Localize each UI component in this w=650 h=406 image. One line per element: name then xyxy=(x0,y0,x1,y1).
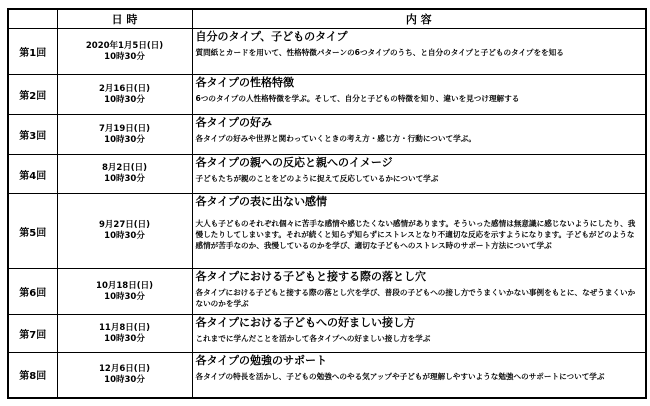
session-number: 第6回 xyxy=(8,269,57,315)
session-row xyxy=(8,115,646,155)
session-time: 10時30分 xyxy=(104,231,145,241)
session-datetime xyxy=(57,115,192,155)
session-number: 第4回 xyxy=(8,155,57,194)
session-number: 第3回 xyxy=(8,115,57,155)
session-number: 第2回 xyxy=(8,75,57,115)
session-datetime xyxy=(57,269,192,315)
session-description: 子どもたちが親のことをどのように捉えて反応しているかについて学ぶ xyxy=(195,174,439,183)
session-datetime xyxy=(57,75,192,115)
session-topic: 各タイプの好み xyxy=(195,116,272,129)
session-row xyxy=(8,155,646,194)
session-row xyxy=(8,75,646,115)
session-datetime xyxy=(57,155,192,194)
schedule-table-container xyxy=(7,8,645,399)
session-content xyxy=(192,269,646,315)
header-content: 内 容 xyxy=(192,9,646,29)
session-number: 第1回 xyxy=(8,29,57,75)
session-date: 11月8日(日) xyxy=(98,322,150,333)
session-date: 9月27日(日) xyxy=(98,220,150,230)
session-date: 2020年1月5日(日) xyxy=(85,40,164,51)
session-topic: 各タイプの表に出ない感情 xyxy=(195,195,327,208)
session-date: 8月2日(日) xyxy=(101,163,148,173)
session-row xyxy=(8,29,646,75)
session-datetime xyxy=(57,194,192,269)
session-topic: 各タイプの性格特徴 xyxy=(195,76,294,89)
session-content xyxy=(192,315,646,353)
session-datetime xyxy=(57,353,192,398)
session-topic: 各タイプの勉強のサポート xyxy=(195,354,327,367)
session-content xyxy=(192,155,646,194)
session-topic: 各タイプにおける子どもへの好ましい接し方 xyxy=(195,316,415,329)
session-description: 質問紙とカードを用いて、性格特徴パターンの6つタイプのうち、と自分のタイプと子どものタイプをを知る xyxy=(195,48,564,57)
session-time: 10時30分 xyxy=(104,94,145,105)
session-content xyxy=(192,115,646,155)
session-time: 10時30分 xyxy=(104,291,145,302)
session-datetime xyxy=(57,315,192,353)
session-datetime xyxy=(57,29,192,75)
session-time: 10時30分 xyxy=(104,51,145,62)
session-row xyxy=(8,269,646,315)
session-date: 2月16日(日) xyxy=(98,83,150,94)
session-date: 12月6日(日) xyxy=(98,363,150,374)
session-row xyxy=(8,194,646,269)
session-description: 6つのタイプの人性格特徴を学ぶ。そして、自分と子どもの特徴を知り、違いを見つけ理解する xyxy=(195,94,520,103)
session-time: 10時30分 xyxy=(104,134,145,145)
session-date: 10月18日(日) xyxy=(96,280,153,291)
session-content xyxy=(192,29,646,75)
session-topic: 自分のタイプ、子どものタイプ xyxy=(195,30,348,43)
session-row xyxy=(8,315,646,353)
session-time: 10時30分 xyxy=(104,374,145,385)
session-time: 10時30分 xyxy=(104,333,145,344)
session-number: 第7回 xyxy=(8,315,57,353)
session-content xyxy=(192,75,646,115)
table-header-row xyxy=(8,9,646,29)
session-row xyxy=(8,353,646,398)
session-description: 各タイプの好みや世界と関わっていくときの考え方・感じ方・行動について学ぶ。 xyxy=(195,134,477,143)
session-number: 第5回 xyxy=(8,194,57,269)
session-description: 各タイプにおける子どもと接する際の落とし穴を学び、普段の子どもへの接し方でうまくいかない事例をもとに、なぜうまくいかないのかを学ぶ xyxy=(195,288,636,308)
session-description: 各タイプの特長を活かし、子どもの勉強へのやる気アップや子どもが理解しやすいような勉強へのサポートについて学ぶ xyxy=(195,372,605,381)
session-topic: 各タイプにおける子どもと接する際の落とし穴 xyxy=(195,270,426,283)
session-number: 第8回 xyxy=(8,353,57,398)
header-session-number xyxy=(8,9,57,29)
schedule-table xyxy=(7,8,647,399)
header-date: 日 時 xyxy=(57,9,192,29)
session-date: 7月19日(日) xyxy=(98,123,150,134)
session-description: 大人も子どものそれぞれ個々に苦手な感情や感じたくない感情があります。そういった感情は無意識に感じないようにしたり、我慢したりしてしまいます。それが続くと知らず知らずにストレスとなり不適切な反応を示すようになります。子どもがどのような感情が苦手なのか、我慢しているのかを学び、適切な子どもへのストレス時のサポート方法について学ぶ xyxy=(195,219,636,250)
session-time: 10時30分 xyxy=(104,174,145,184)
session-description: これまでに学んだことを活かして各タイプへの好ましい接し方を学ぶ xyxy=(195,334,431,343)
session-content xyxy=(192,353,646,398)
session-topic: 各タイプの親への反応と親へのイメージ xyxy=(195,156,393,169)
session-content xyxy=(192,194,646,269)
